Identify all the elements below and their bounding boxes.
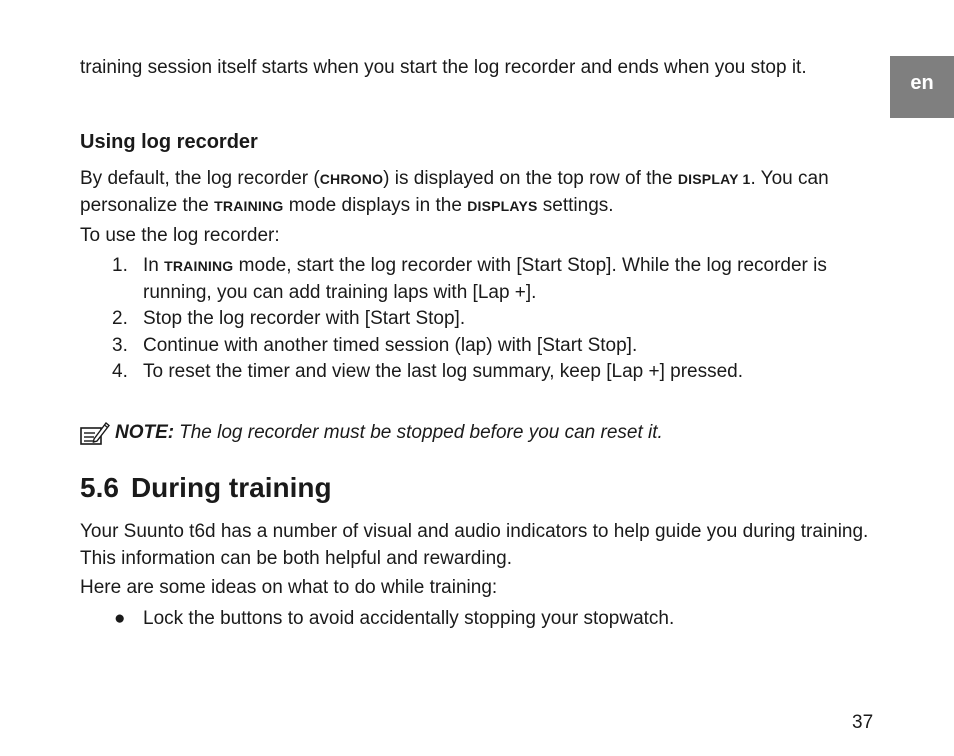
list-item [80,359,880,386]
text-run: mode displays in the [283,194,468,216]
step-number: 3. [112,334,128,356]
note-text: The log recorder must be stopped before you can reset it. [179,422,663,443]
text-run: By default, the log recorder ( [80,168,320,189]
ideas-list [80,606,880,633]
keyword-training: TRAINING [164,258,234,274]
section-number: 5.6 [80,472,119,503]
bullet-dot: ● [114,608,126,629]
bullet-text: Lock the buttons to avoid accidentally stopping your stopwatch. [143,608,675,629]
step-number: 1. [112,255,128,276]
text-run: settings. [537,194,614,216]
note-pencil-icon [80,420,112,446]
step-text: To reset the timer and view the last log summary, keep [Lap +] pressed. [143,361,744,382]
note-box [80,420,663,446]
note-label: NOTE: [115,422,175,443]
list-item [80,253,880,306]
ideas-intro: Here are some ideas on what to do while training: [80,577,498,598]
language-tab [890,56,954,118]
language-label: en [910,72,934,94]
log-recorder-intro: To use the log recorder: [80,225,280,246]
intro-paragraph: training session itself starts when you start the log recorder and ends when you stop it. [80,57,807,78]
keyword-training: TRAINING [214,197,284,214]
keyword-chrono: CHRONO [319,171,384,187]
steps-list [80,253,880,386]
list-item [80,333,880,360]
step-text: mode, start the log recorder with [Start Stop]. While the log recorder is running, you can add training laps with [Lap +]. [143,255,827,303]
step-number: 4. [112,361,128,382]
section-heading-during-training [80,472,332,504]
keyword-display-1: DISPLAY 1 [677,171,751,187]
keyword-displays: DISPLAYS [467,197,538,214]
page-number: 37 [852,712,874,733]
section-title: During training [130,472,332,503]
list-item [80,306,880,333]
section-heading-log-recorder: Using log recorder [80,131,258,153]
log-recorder-paragraph [80,166,880,219]
step-number: 2. [112,308,128,329]
text-run: ) is displayed on the top row of the [383,168,678,189]
step-text: Stop the log recorder with [Start Stop]. [143,308,466,329]
text-run: In [143,255,165,276]
step-text: Continue with another timed session (lap) with [Start Stop]. [143,334,638,356]
during-training-paragraph: Your Suunto t6d has a number of visual and audio indicators to help guide you during training. This information can be both helpful and rewarding. [80,521,869,569]
text-run: . You can personalize the [80,168,829,216]
list-item [80,606,880,633]
